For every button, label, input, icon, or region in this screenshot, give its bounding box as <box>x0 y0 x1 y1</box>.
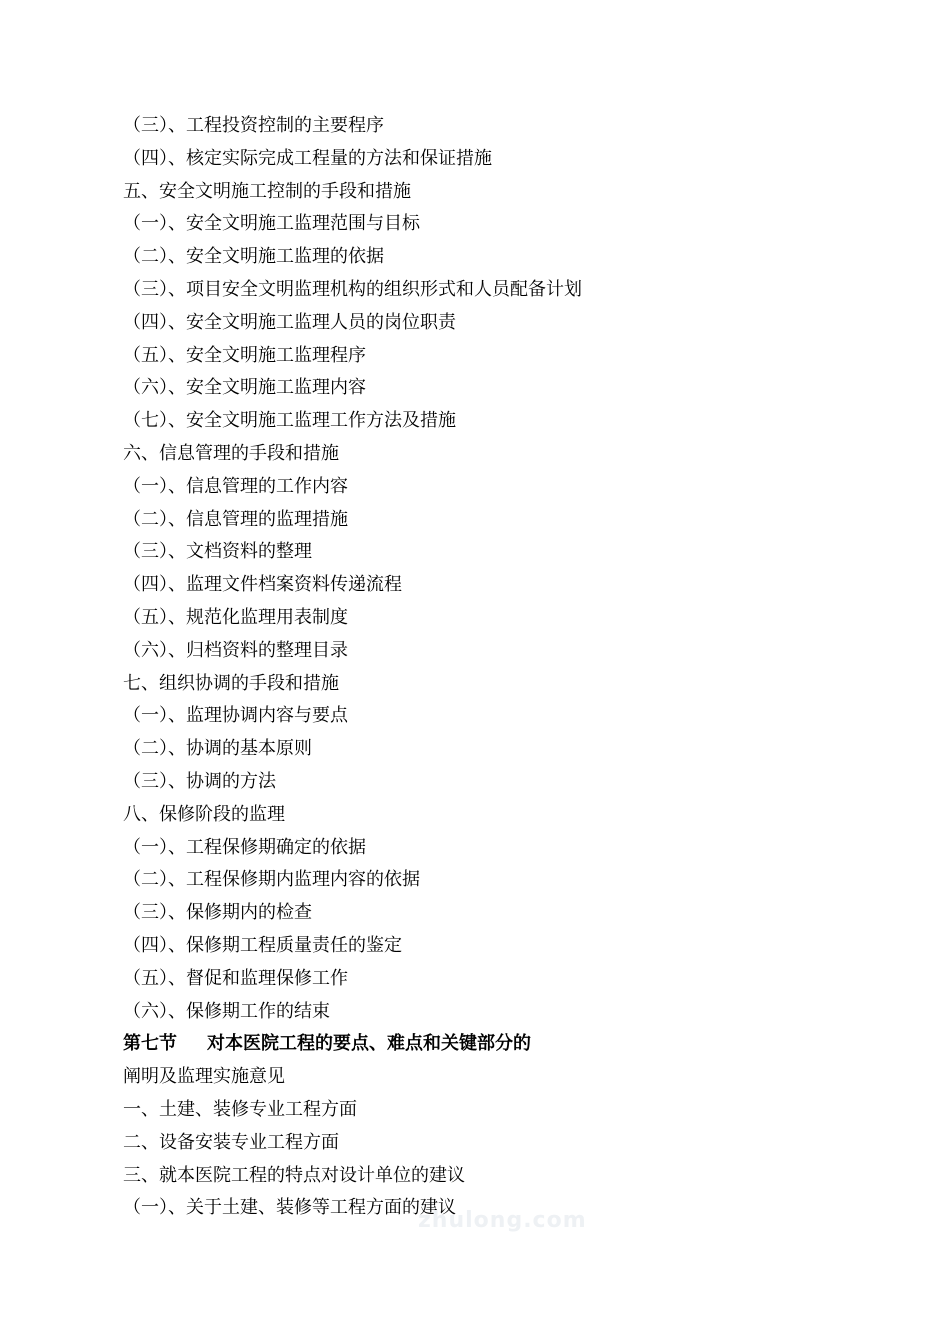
toc-line: （一）、工程保修期确定的依据 <box>123 836 366 858</box>
toc-line: 阐明及监理实施意见 <box>123 1066 285 1088</box>
toc-line: （四）、安全文明施工监理人员的岗位职责 <box>123 311 456 333</box>
toc-line: 二、设备安装专业工程方面 <box>123 1131 339 1153</box>
toc-line: （二）、信息管理的监理措施 <box>123 508 348 530</box>
toc-line: 六、信息管理的手段和措施 <box>123 442 339 464</box>
watermark: zhulong.com <box>418 1208 587 1233</box>
section-title: 对本医院工程的要点、难点和关键部分的 <box>207 1033 531 1055</box>
toc-line: （三）、项目安全文明监理机构的组织形式和人员配备计划 <box>123 278 582 300</box>
toc-line: （四）、监理文件档案资料传递流程 <box>123 574 402 596</box>
toc-line: 五、安全文明施工控制的手段和措施 <box>123 180 411 202</box>
toc-line: （一）、安全文明施工监理范围与目标 <box>123 213 420 235</box>
section-label: 第七节 <box>123 1033 177 1055</box>
toc-line: 八、保修阶段的监理 <box>123 803 285 825</box>
toc-line: 七、组织协调的手段和措施 <box>123 672 339 694</box>
toc-line: （三）、协调的方法 <box>123 770 276 792</box>
toc-line: （五）、安全文明施工监理程序 <box>123 344 366 366</box>
toc-line: （七）、安全文明施工监理工作方法及措施 <box>123 410 456 432</box>
toc-line: （四）、保修期工程质量责任的鉴定 <box>123 934 402 956</box>
toc-line: （一）、信息管理的工作内容 <box>123 475 348 497</box>
toc-line: （一）、关于土建、装修等工程方面的建议 <box>123 1197 456 1219</box>
toc-line: 三、就本医院工程的特点对设计单位的建议 <box>123 1164 465 1186</box>
toc-line: （五）、规范化监理用表制度 <box>123 606 348 628</box>
table-of-contents <box>123 110 582 1225</box>
toc-line: （二）、协调的基本原则 <box>123 738 312 760</box>
toc-line: （二）、工程保修期内监理内容的依据 <box>123 869 420 891</box>
toc-line: （二）、安全文明施工监理的依据 <box>123 246 384 268</box>
toc-line: （一）、监理协调内容与要点 <box>123 705 348 727</box>
toc-line: （六）、安全文明施工监理内容 <box>123 377 366 399</box>
toc-line: （三）、保修期内的检查 <box>123 902 312 924</box>
toc-line: 一、土建、装修专业工程方面 <box>123 1098 357 1120</box>
toc-line: （四）、核定实际完成工程量的方法和保证措施 <box>123 147 492 169</box>
toc-line: （三）、文档资料的整理 <box>123 541 312 563</box>
toc-line: （六）、归档资料的整理目录 <box>123 639 348 661</box>
toc-line: （三）、工程投资控制的主要程序 <box>123 115 384 136</box>
section-heading <box>123 1028 582 1061</box>
toc-line: （六）、保修期工作的结束 <box>123 1000 330 1022</box>
toc-line: （五）、督促和监理保修工作 <box>123 967 348 989</box>
